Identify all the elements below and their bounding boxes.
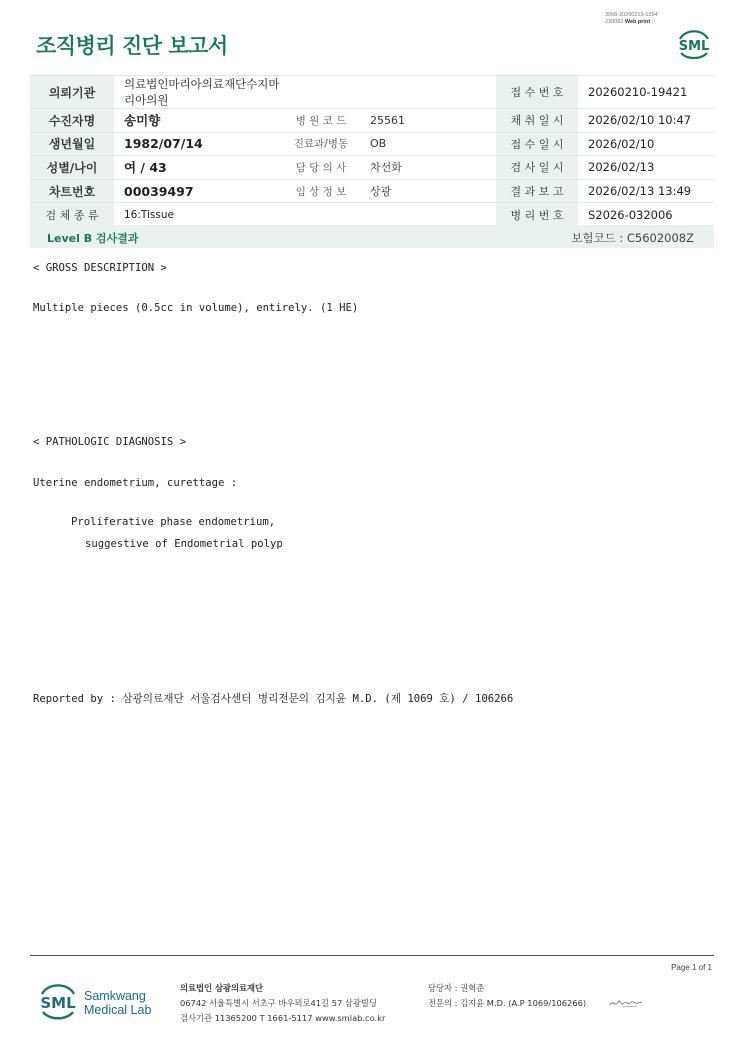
info-label: 접 수 일 시 [496, 132, 578, 156]
brand-line-1: Samkwang [84, 989, 146, 1003]
gross-heading: < GROSS DESCRIPTION > [33, 262, 167, 274]
document-code [605, 12, 658, 26]
footer-divider [30, 955, 714, 956]
diagnosis-line-1: Uterine endometrium, curettage : [33, 477, 238, 489]
info-value: 송미향 [114, 109, 282, 133]
info-value: 00039497 [114, 179, 282, 203]
info-row [30, 156, 714, 180]
signature-icon [608, 996, 644, 1010]
info-label: 성별/나이 [30, 156, 114, 180]
info-label: 차트번호 [30, 179, 114, 203]
insurance-code: 보험코드 : C5602008Z [571, 231, 694, 245]
info-label: 검 체 종 류 [30, 203, 114, 227]
info-value [360, 76, 496, 109]
info-label [282, 76, 360, 109]
staff-info [428, 981, 586, 1011]
page-title: 조직병리 진단 보고서 [36, 34, 228, 58]
info-value: S2026-032006 [578, 203, 714, 227]
info-label: 병 원 코 드 [282, 109, 360, 133]
doc-code-number: 230083 [605, 19, 624, 25]
info-label: 수진자명 [30, 109, 114, 133]
info-label: 생년월일 [30, 132, 114, 156]
doc-code-line1: 3068-20260213-1354 [605, 12, 658, 18]
samkwang-logo-icon [36, 978, 80, 1026]
info-value: 상광 [360, 179, 496, 203]
web-print-label: Web print [624, 19, 651, 25]
info-label: 담 당 의 사 [282, 156, 360, 180]
info-label: 진료과/병동 [282, 132, 360, 156]
brand-line-2: Medical Lab [84, 1003, 152, 1017]
info-label: 접 수 번 호 [496, 76, 578, 109]
doc-code-line2 [605, 19, 658, 26]
info-value [360, 203, 496, 227]
manager-name: 담당자 : 권혁준 [428, 983, 485, 993]
info-row [30, 76, 714, 109]
info-value: 2026/02/10 10:47 [578, 109, 714, 133]
info-label: 결 과 보 고 [496, 179, 578, 203]
reported-by: Reported by : 삼광의료재단 서울검사센터 병리전문의 김지윤 M.D. (제 1069 호) / 106266 [33, 693, 514, 705]
info-label [282, 203, 360, 227]
page-number: Page 1 of 1 [671, 963, 712, 972]
organization-info [180, 981, 385, 1026]
info-value: 25561 [360, 109, 496, 133]
gross-text: Multiple pieces (0.5cc in volume), entirely. (1 HE) [33, 302, 359, 314]
info-value: 16:Tissue [114, 203, 282, 227]
org-address: 06742 서울특별시 서초구 바우뫼로41길 57 삼광빌딩 [180, 998, 377, 1008]
info-label: 의뢰기관 [30, 76, 114, 109]
sml-logo-icon [674, 25, 714, 61]
info-value: 차선화 [360, 156, 496, 180]
diagnosis-heading: < PATHOLOGIC DIAGNOSIS > [33, 436, 187, 448]
info-value: 여 / 43 [114, 156, 282, 180]
info-value: 20260210-19421 [578, 76, 714, 109]
diagnosis-line-2: Proliferative phase endometrium, [71, 516, 276, 528]
info-label: 검 사 일 시 [496, 156, 578, 180]
info-value: 1982/07/14 [114, 132, 282, 156]
info-row [30, 203, 714, 227]
info-value: 2026/02/13 [578, 156, 714, 180]
samkwang-logo-text: SML [40, 994, 76, 1012]
info-value: 의료법인마리아의료재단수지마리아의원 [114, 76, 282, 109]
patient-info-table [30, 75, 714, 227]
org-name: 의료법인 삼광의료재단 [180, 983, 264, 993]
info-label: 병 리 번 호 [496, 203, 578, 227]
info-value: 2026/02/10 [578, 132, 714, 156]
info-row [30, 109, 714, 133]
info-label: 채 취 일 시 [496, 109, 578, 133]
info-value: OB [360, 132, 496, 156]
org-contact: 검사기관 11365200 T 1661-5117 www.smlab.co.kr [180, 1013, 386, 1023]
info-value: 2026/02/13 13:49 [578, 179, 714, 203]
diagnosis-line-3: suggestive of Endometrial polyp [85, 538, 283, 550]
samkwang-brand [84, 989, 151, 1017]
info-label: 임 상 정 보 [282, 179, 360, 203]
result-level-bar [30, 225, 714, 248]
specialist-name: 전문의 : 김지윤 M.D. (A.P 1069/106266) [428, 998, 587, 1008]
level-label: Level B 검사결과 [47, 232, 139, 245]
info-row [30, 132, 714, 156]
sml-logo-text: SML [678, 39, 710, 54]
info-row [30, 179, 714, 203]
